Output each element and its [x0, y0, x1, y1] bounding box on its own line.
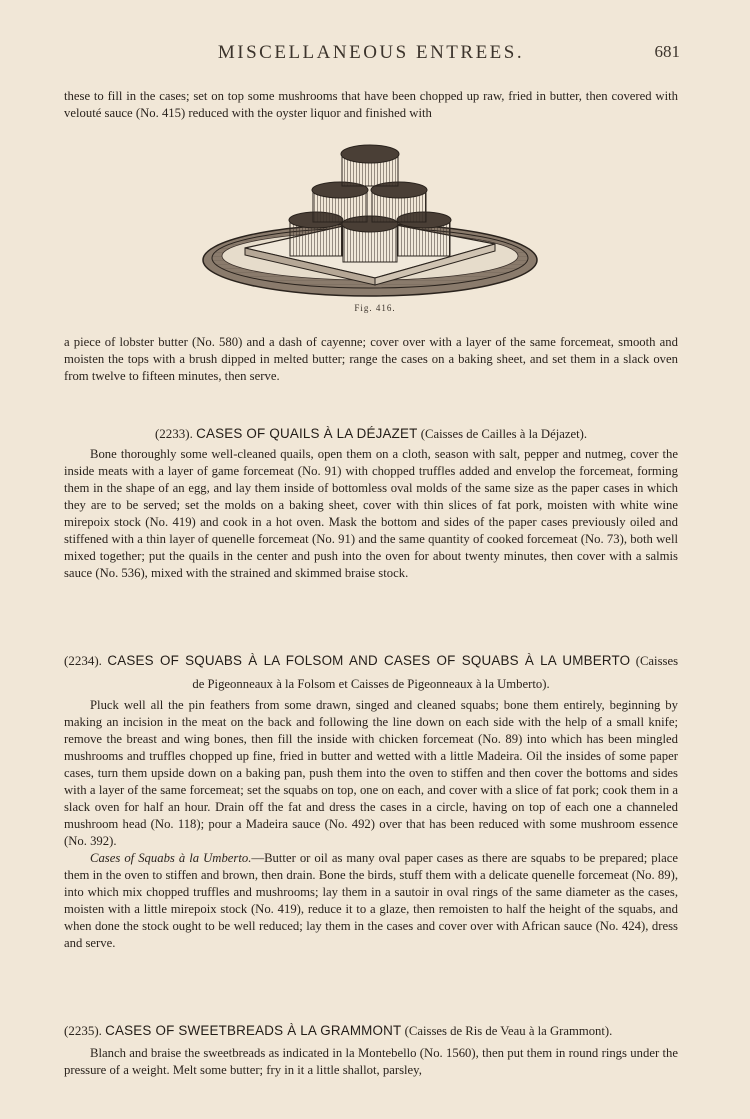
section-2234-number: (2234). [64, 653, 102, 668]
section-2235-number: (2235). [64, 1023, 102, 1038]
section-2233-french-title: (Caisses de Cailles à la Déjazet). [420, 427, 588, 441]
section-2234-title: CASES OF SQUABS À LA FOLSOM AND CASES OF SQUABS À LA UMBERTO [107, 653, 631, 668]
section-2233-title: CASES OF QUAILS À LA DÉJAZET [196, 426, 418, 441]
figure-illustration [200, 140, 540, 305]
section-2235-heading [64, 1020, 678, 1042]
section-2233-body [64, 446, 678, 582]
section-2234-umberto-subtitle: Cases of Squabs à la Umberto. [90, 851, 252, 865]
section-2234-french-title-b: de Pigeonneaux à la Folsom et Caisses de Pigeonneaux à la Umberto). [192, 677, 550, 691]
section-2234-text-2: —Butter or oil as many oval paper cases as there are squabs to be prepared; place them in the oven to stiffen and brown, then drain. Bone the birds, stuff them with a delicate quenelle forcemeat (No. 89), into which mix chopped truffles and mushrooms; lay them in a sautoir in oval rings of the same diameter as the cases, moisten with a little mirepoix stock (No. 419), reduce it to a glaze, then remoisten to half the height of the squabs, and when done the stock ought to be well reduced; lay them in the cases and cover over with African sauce (No. 424), dress and serve. [64, 851, 678, 950]
intro-text-2: a piece of lobster butter (No. 580) and a dash of cayenne; cover over with a layer of the same forcemeat, smooth and moisten the tops with a brush dipped in melted butter; range the cases on a baking sheet, and set them in a slack oven from twelve to fifteen minutes, then serve. [64, 335, 678, 383]
running-header [62, 42, 680, 68]
section-2235-title: CASES OF SWEETBREADS À LA GRAMMONT [105, 1023, 402, 1038]
section-2235-body [64, 1045, 678, 1079]
intro-text-1: these to fill in the cases; set on top some mushrooms that have been chopped up raw, fried in butter, then covered with velouté sauce (No. 415) reduced with the oyster liquor and finished with [64, 89, 678, 120]
section-2234-text-1: Pluck well all the pin feathers from some drawn, singed and cleaned squabs; bone them entirely, beginning by making an incision in the meat on the back and following the line down on each side with the help of a small knife; remove the breast and wing bones, then fill the inside with chicken forcemeat (No. 89) into which has been mingled mushrooms and truffles chopped up fine, fried in butter and wetted with a little Madeira. Oil the insides of some paper cases, turn them upside down on a baking pan, push them into the oven to stiffen and then cover the bottoms and sides with a layer of the same forcemeat; set the squabs on top, one on each, and cover with a slice of fat pork; cook them in a slack oven for half an hour. Drain off the fat and dress the cases in a circle, having on top of each one a channeled mushroom head (No. 118); pour a Madeira sauce (No. 492) over that has been reduced with some mushroom essence (No. 392). [64, 698, 678, 848]
running-title: MISCELLANEOUS ENTREES. [217, 42, 525, 63]
section-2235-french-title: (Caisses de Ris de Veau à la Grammont). [404, 1024, 613, 1038]
section-2235-text: Blanch and braise the sweetbreads as indicated in la Montebello (No. 1560), then put them in round rings under the pressure of a weight. Melt some butter; fry in it a little shallot, parsley, [64, 1046, 678, 1077]
paper-cases-platter-icon [200, 140, 540, 305]
intro-paragraph-continued [64, 334, 678, 385]
page-number: 681 [654, 42, 680, 61]
section-2234-heading-line2 [64, 673, 678, 695]
section-2233-heading [64, 423, 678, 445]
section-2234-french-title-a: (Caisses [635, 654, 679, 668]
intro-paragraph-top [64, 88, 678, 122]
section-2233-number: (2233). [154, 426, 193, 441]
section-2233-text: Bone thoroughly some well-cleaned quails, open them on a cloth, season with salt, pepper and nutmeg, cover the inside meats with a layer of game forcemeat (No. 91) with chopped truffles added and envelop the forcemeat, forming them in the shape of an egg, and lay them inside of bottomless oval molds of the same size as the paper cases in which they are to be served; set the molds on a baking sheet, cover with thin slices of fat pork, moisten with white wine mirepoix stock (No. 419) and cook in a hot oven. Mask the bottom and sides of the paper cases previously oiled and stiffened with a thin layer of quenelle forcemeat (No. 91) and the same quantity of cooked forcemeat (No. 73), both well mixed together; put the quails in the center and push into the oven for about twenty minutes, then cover with a salmis sauce (No. 536), mixed with the strained and skimmed braise stock. [64, 447, 678, 580]
section-2234-body [64, 697, 678, 952]
section-2234-paragraph-2 [64, 850, 678, 952]
figure-caption: Fig. 416. [354, 303, 396, 313]
section-2234-heading [64, 650, 678, 672]
